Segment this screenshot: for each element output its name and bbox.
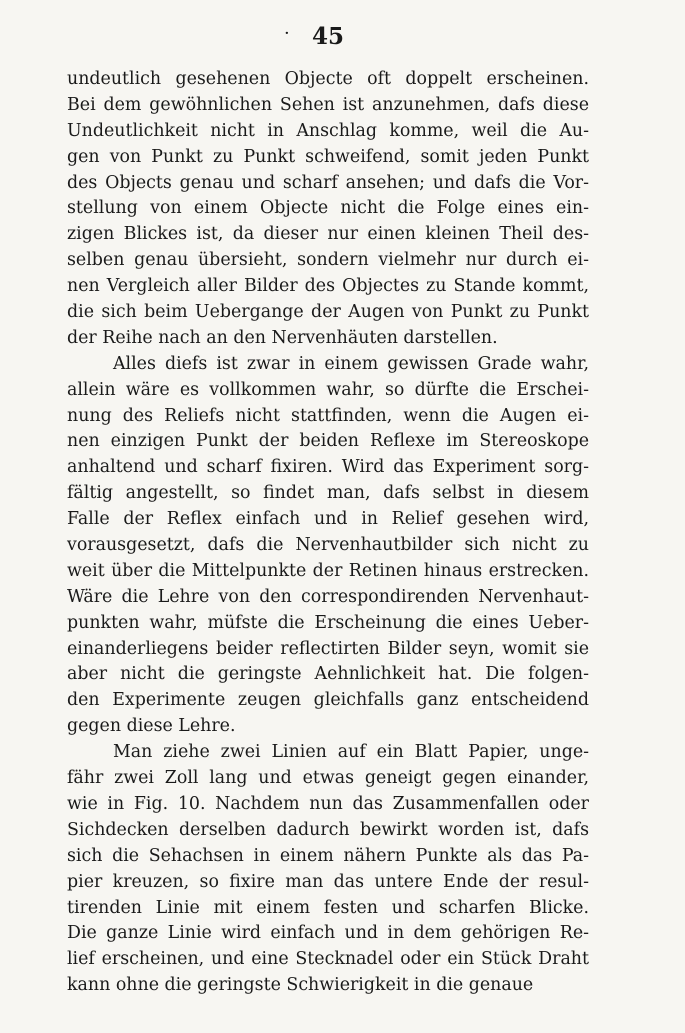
text-line: pier kreuzen, so fixire man das untere Ende der resul- bbox=[67, 871, 589, 892]
text-line: Wäre die Lehre von den correspondirenden Nervenhaut- bbox=[67, 586, 589, 607]
body-text bbox=[67, 67, 589, 999]
text-line: nung des Reliefs nicht stattfinden, wenn die Augen ei- bbox=[67, 405, 589, 426]
text-line: Undeutlichkeit nicht in Anschlag komme, weil die Au- bbox=[67, 120, 589, 141]
text-line: Die ganze Linie wird einfach und in dem gehörigen Re- bbox=[67, 923, 589, 944]
text-line: undeutlich gesehenen Objecte oft doppelt erscheinen. bbox=[67, 69, 589, 89]
text-line: tirenden Linie mit einem festen und scharfen Blicke. bbox=[67, 897, 589, 918]
text-line: Man ziehe zwei Linien auf ein Blatt Papier, unge- bbox=[113, 742, 589, 763]
text-line: Falle der Reflex einfach und in Relief gesehen wird, bbox=[67, 509, 589, 530]
header-dot: · bbox=[284, 23, 290, 44]
text-line: sich die Sehachsen in einem nähern Punkte als das Pa- bbox=[67, 845, 589, 866]
paragraph bbox=[67, 67, 589, 352]
text-line: gen von Punkt zu Punkt schweifend, somit jeden Punkt bbox=[67, 146, 589, 167]
text-line: stellung von einem Objecte nicht die Folge eines ein- bbox=[67, 198, 589, 219]
text-line: einanderliegens beider reflectirten Bilder seyn, womit sie bbox=[67, 638, 589, 659]
text-line: punkten wahr, müfste die Erscheinung die eines Ueber- bbox=[67, 612, 589, 633]
paragraph bbox=[67, 740, 589, 999]
text-line: Alles diefs ist zwar in einem gewissen Grade wahr, bbox=[113, 353, 589, 374]
text-line: selben genau übersieht, sondern vielmehr nur durch ei- bbox=[67, 250, 589, 271]
text-line: den Experimente zeugen gleichfalls ganz entscheidend bbox=[67, 690, 589, 711]
text-line: des Objects genau und scharf ansehen; und dafs die Vor- bbox=[67, 172, 589, 193]
page-number: 45 bbox=[312, 23, 345, 50]
text-line: lief erscheinen, und eine Stecknadel oder ein Stück Draht bbox=[67, 949, 589, 970]
text-line: nen Vergleich aller Bilder des Objectes zu Stande kommt, bbox=[67, 276, 589, 297]
text-line: allein wäre es vollkommen wahr, so dürfte die Erschei- bbox=[67, 379, 589, 400]
text-line: nen einzigen Punkt der beiden Reflexe im Stereoskope bbox=[67, 431, 589, 452]
text-line: fältig angestellt, so findet man, dafs selbst in diesem bbox=[67, 483, 589, 504]
paragraph bbox=[67, 352, 589, 740]
text-line: anhaltend und scharf fixiren. Wird das Experiment sorg- bbox=[67, 457, 589, 478]
text-line: Bei dem gewöhnlichen Sehen ist anzunehmen, dafs diese bbox=[67, 94, 589, 115]
text-line: kann ohne die geringste Schwierigkeit in die genaue bbox=[67, 975, 534, 996]
text-line: der Reihe nach an den Nervenhäuten darstellen. bbox=[67, 327, 498, 348]
text-line: weit über die Mittelpunkte der Retinen hinaus erstrecken. bbox=[67, 560, 589, 581]
text-line: vorausgesetzt, dafs die Nervenhautbilder sich nicht zu bbox=[67, 535, 589, 556]
text-line: wie in Fig. 10. Nachdem nun das Zusammenfallen oder bbox=[67, 793, 589, 814]
text-line: gegen diese Lehre. bbox=[67, 716, 236, 737]
text-line: die sich beim Uebergange der Augen von Punkt zu Punkt bbox=[67, 302, 589, 323]
text-line: aber nicht die geringste Aehnlichkeit hat. Die folgen- bbox=[67, 664, 589, 685]
text-line: zigen Blickes ist, da dieser nur einen kleinen Theil des- bbox=[67, 224, 589, 245]
text-line: Sichdecken derselben dadurch bewirkt worden ist, dafs bbox=[67, 819, 589, 840]
text-line: fähr zwei Zoll lang und etwas geneigt gegen einander, bbox=[67, 768, 589, 789]
